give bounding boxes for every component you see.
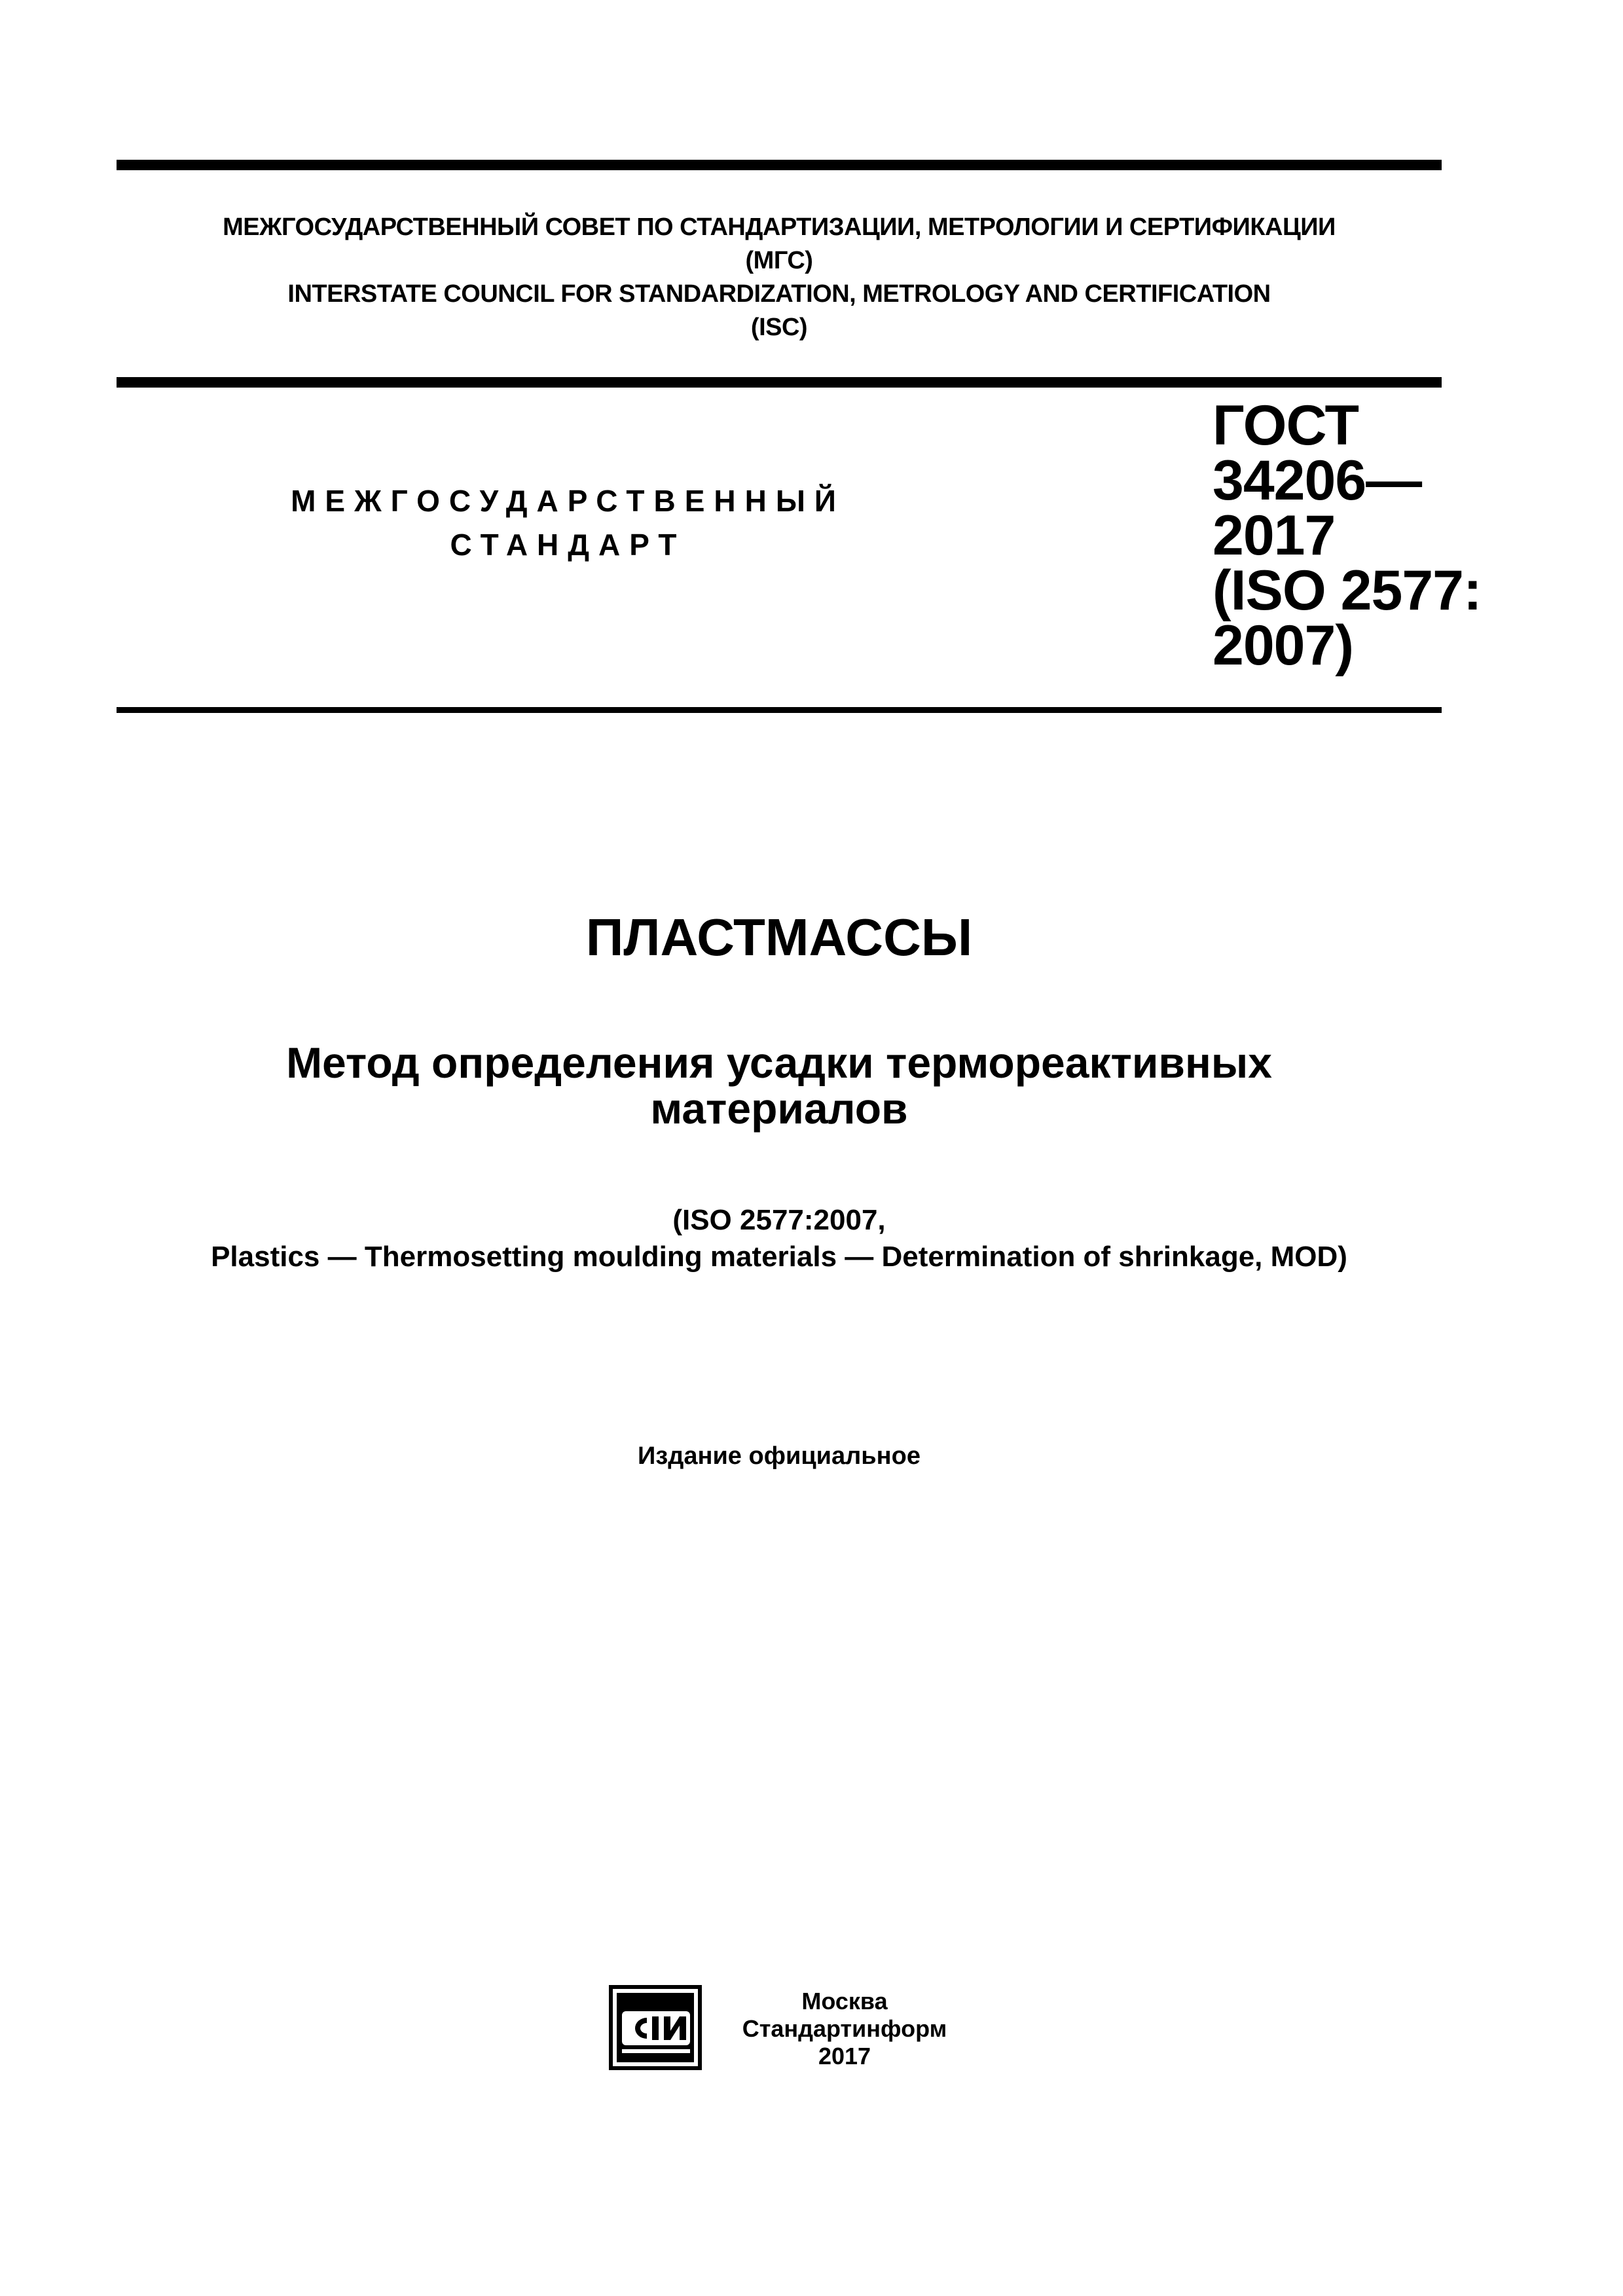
top-rule xyxy=(117,160,1442,170)
publication-year: 2017 xyxy=(818,2043,871,2069)
middle-rule xyxy=(117,377,1442,388)
subtitle-line1: Метод определения усадки термореактивных xyxy=(286,1038,1272,1087)
publisher-city: Москва xyxy=(801,1988,888,2014)
standard-kind xyxy=(223,479,913,567)
standard-designation xyxy=(1213,394,1482,677)
international-origin xyxy=(117,1202,1442,1275)
publisher-block xyxy=(720,1988,969,2070)
council-abbr-ru: (МГС) xyxy=(745,247,813,274)
origin-line2: Plastics — Thermosetting moulding materials — Determination of shrinkage, MOD) xyxy=(211,1241,1347,1273)
standard-kind-line1: МЕЖГОСУДАРСТВЕННЫЙ xyxy=(291,484,845,518)
designation-line2: 34206— xyxy=(1213,449,1422,512)
standard-kind-line2: СТАНДАРТ xyxy=(450,528,686,562)
designation-line3: 2017 xyxy=(1213,504,1336,567)
document-subtitle xyxy=(117,1040,1442,1131)
designation-line4: (ISO 2577: xyxy=(1213,559,1482,622)
designation-line1: ГОСТ xyxy=(1213,394,1359,457)
council-name-en: INTERSTATE COUNCIL FOR STANDARDIZATION, METROLOGY AND CERTIFICATION xyxy=(287,280,1271,308)
publisher-name: Стандартинформ xyxy=(742,2015,947,2042)
designation-line5: 2007) xyxy=(1213,614,1353,677)
bottom-rule xyxy=(117,707,1442,713)
origin-line1: (ISO 2577:2007, xyxy=(672,1204,886,1236)
council-header xyxy=(117,211,1442,344)
council-abbr-en: (ISC) xyxy=(750,314,808,341)
edition-note: Издание официальное xyxy=(638,1442,921,1470)
standartinform-logo-icon xyxy=(609,1985,702,2070)
document-title: ПЛАСТМАССЫ xyxy=(585,908,973,966)
council-name-ru: МЕЖГОСУДАРСТВЕННЫЙ СОВЕТ ПО СТАНДАРТИЗАЦИИ, МЕТРОЛОГИИ И СЕРТИФИКАЦИИ xyxy=(223,213,1336,241)
subtitle-line2: материалов xyxy=(650,1084,908,1133)
